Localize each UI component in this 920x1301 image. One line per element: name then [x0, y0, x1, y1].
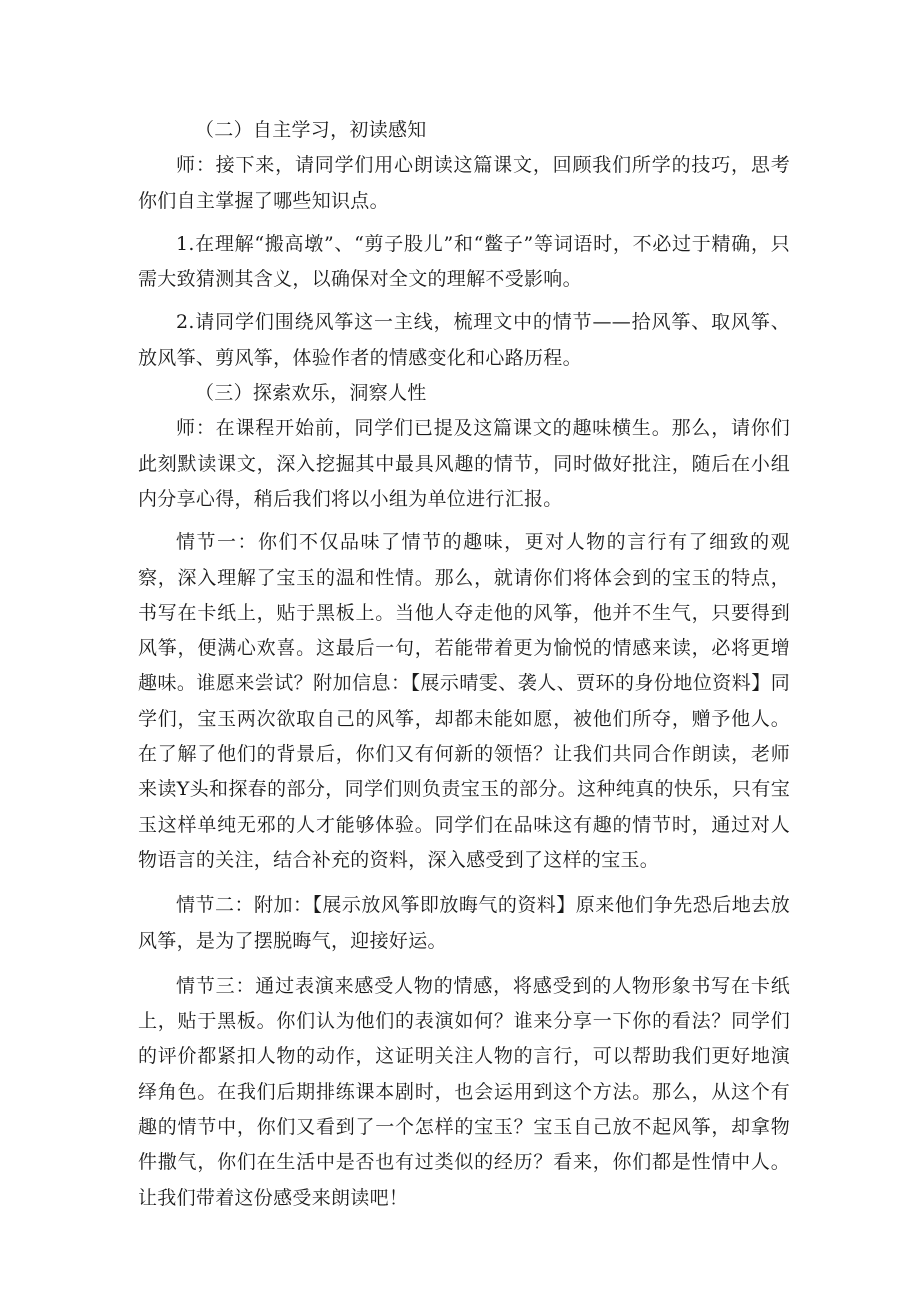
plot-three-paragraph: 情节三：通过表演来感受人物的情感，将感受到的人物形象书写在卡纸上，贴于黑板。你们认为他们的表演如何？谁来分享一下你的看法？同学们的评价都紧扣人物的动作，这证明关注人物的言行，可以帮助我们更好地演绎角色。在我们后期排练课本剧时，也会运用到这个方法。那么，从这个有趣的情节中，你们又看到了一个怎样的宝玉？宝玉自己放不起风筝，却拿物件撒气，你们在生活中是否也有过类似的经历？看来，你们都是性情中人。让我们带着这份感受来朗读吧！: [138, 974, 790, 1209]
section-heading-3: （三）探索欢乐，洞察人性: [195, 382, 427, 405]
teacher-paragraph-1: 师：接下来，请同学们用心朗读这篇课文，回顾我们所学的技巧，思考你们自主掌握了哪些知识点。: [138, 154, 790, 212]
plot-one-paragraph: 情节一：你们不仅品味了情节的趣味，更对人物的言行有了细致的观察，深入理解了宝玉的温和性情。那么，就请你们将体会到的宝玉的特点，书写在卡纸上，贴于黑板上。当他人夺走他的风筝，他并不生气，只要得到风筝，便满心欢喜。这最后一句，若能带着更为愉悦的情感来读，必将更增趣味。谁愿来尝试？附加信息：【展示晴雯、袭人、贾环的身份地位资料】同学们，宝玉两次欲取自己的风筝，却都未能如愿，被他们所夺，赠予他人。在了解了他们的背景后，你们又有何新的领悟？让我们共同合作朗读，老师来读Y头和探春的部分，同学们则负责宝玉的部分。这种纯真的快乐，只有宝玉这样单纯无邪的人才能够体验。同学们在品味这有趣的情节时，通过对人物语言的关注，结合补充的资料，深入感受到了这样的宝玉。: [138, 531, 790, 871]
teacher-paragraph-2: 师：在课程开始前，同学们已提及这篇课文的趣味横生。那么，请你们此刻默读课文，深入挖掘其中最具风趣的情节，同时做好批注，随后在小组内分享心得，稍后我们将以小组为单位进行汇报。: [138, 417, 790, 510]
document-body: [138, 113, 790, 1216]
numbered-point-1: 1.在理解“搬高墩”、“剪子股儿”和“鳖子”等词语时，不必过于精确，只需大致猜测其含义，以确保对全文的理解不受影响。: [138, 232, 790, 291]
section-heading-2: （二）自主学习，初读感知: [195, 119, 427, 141]
numbered-point-2: 2.请同学们围绕风筝这一主线，梳理文中的情节——拾风筝、取风筝、放风筝、剪风筝，体验作者的情感变化和心路历程。: [138, 311, 790, 369]
plot-two-paragraph: 情节二：附加：【展示放风筝即放晦气的资料】原来他们争先恐后地去放风筝，是为了摆脱晦气，迎接好运。: [138, 894, 790, 952]
